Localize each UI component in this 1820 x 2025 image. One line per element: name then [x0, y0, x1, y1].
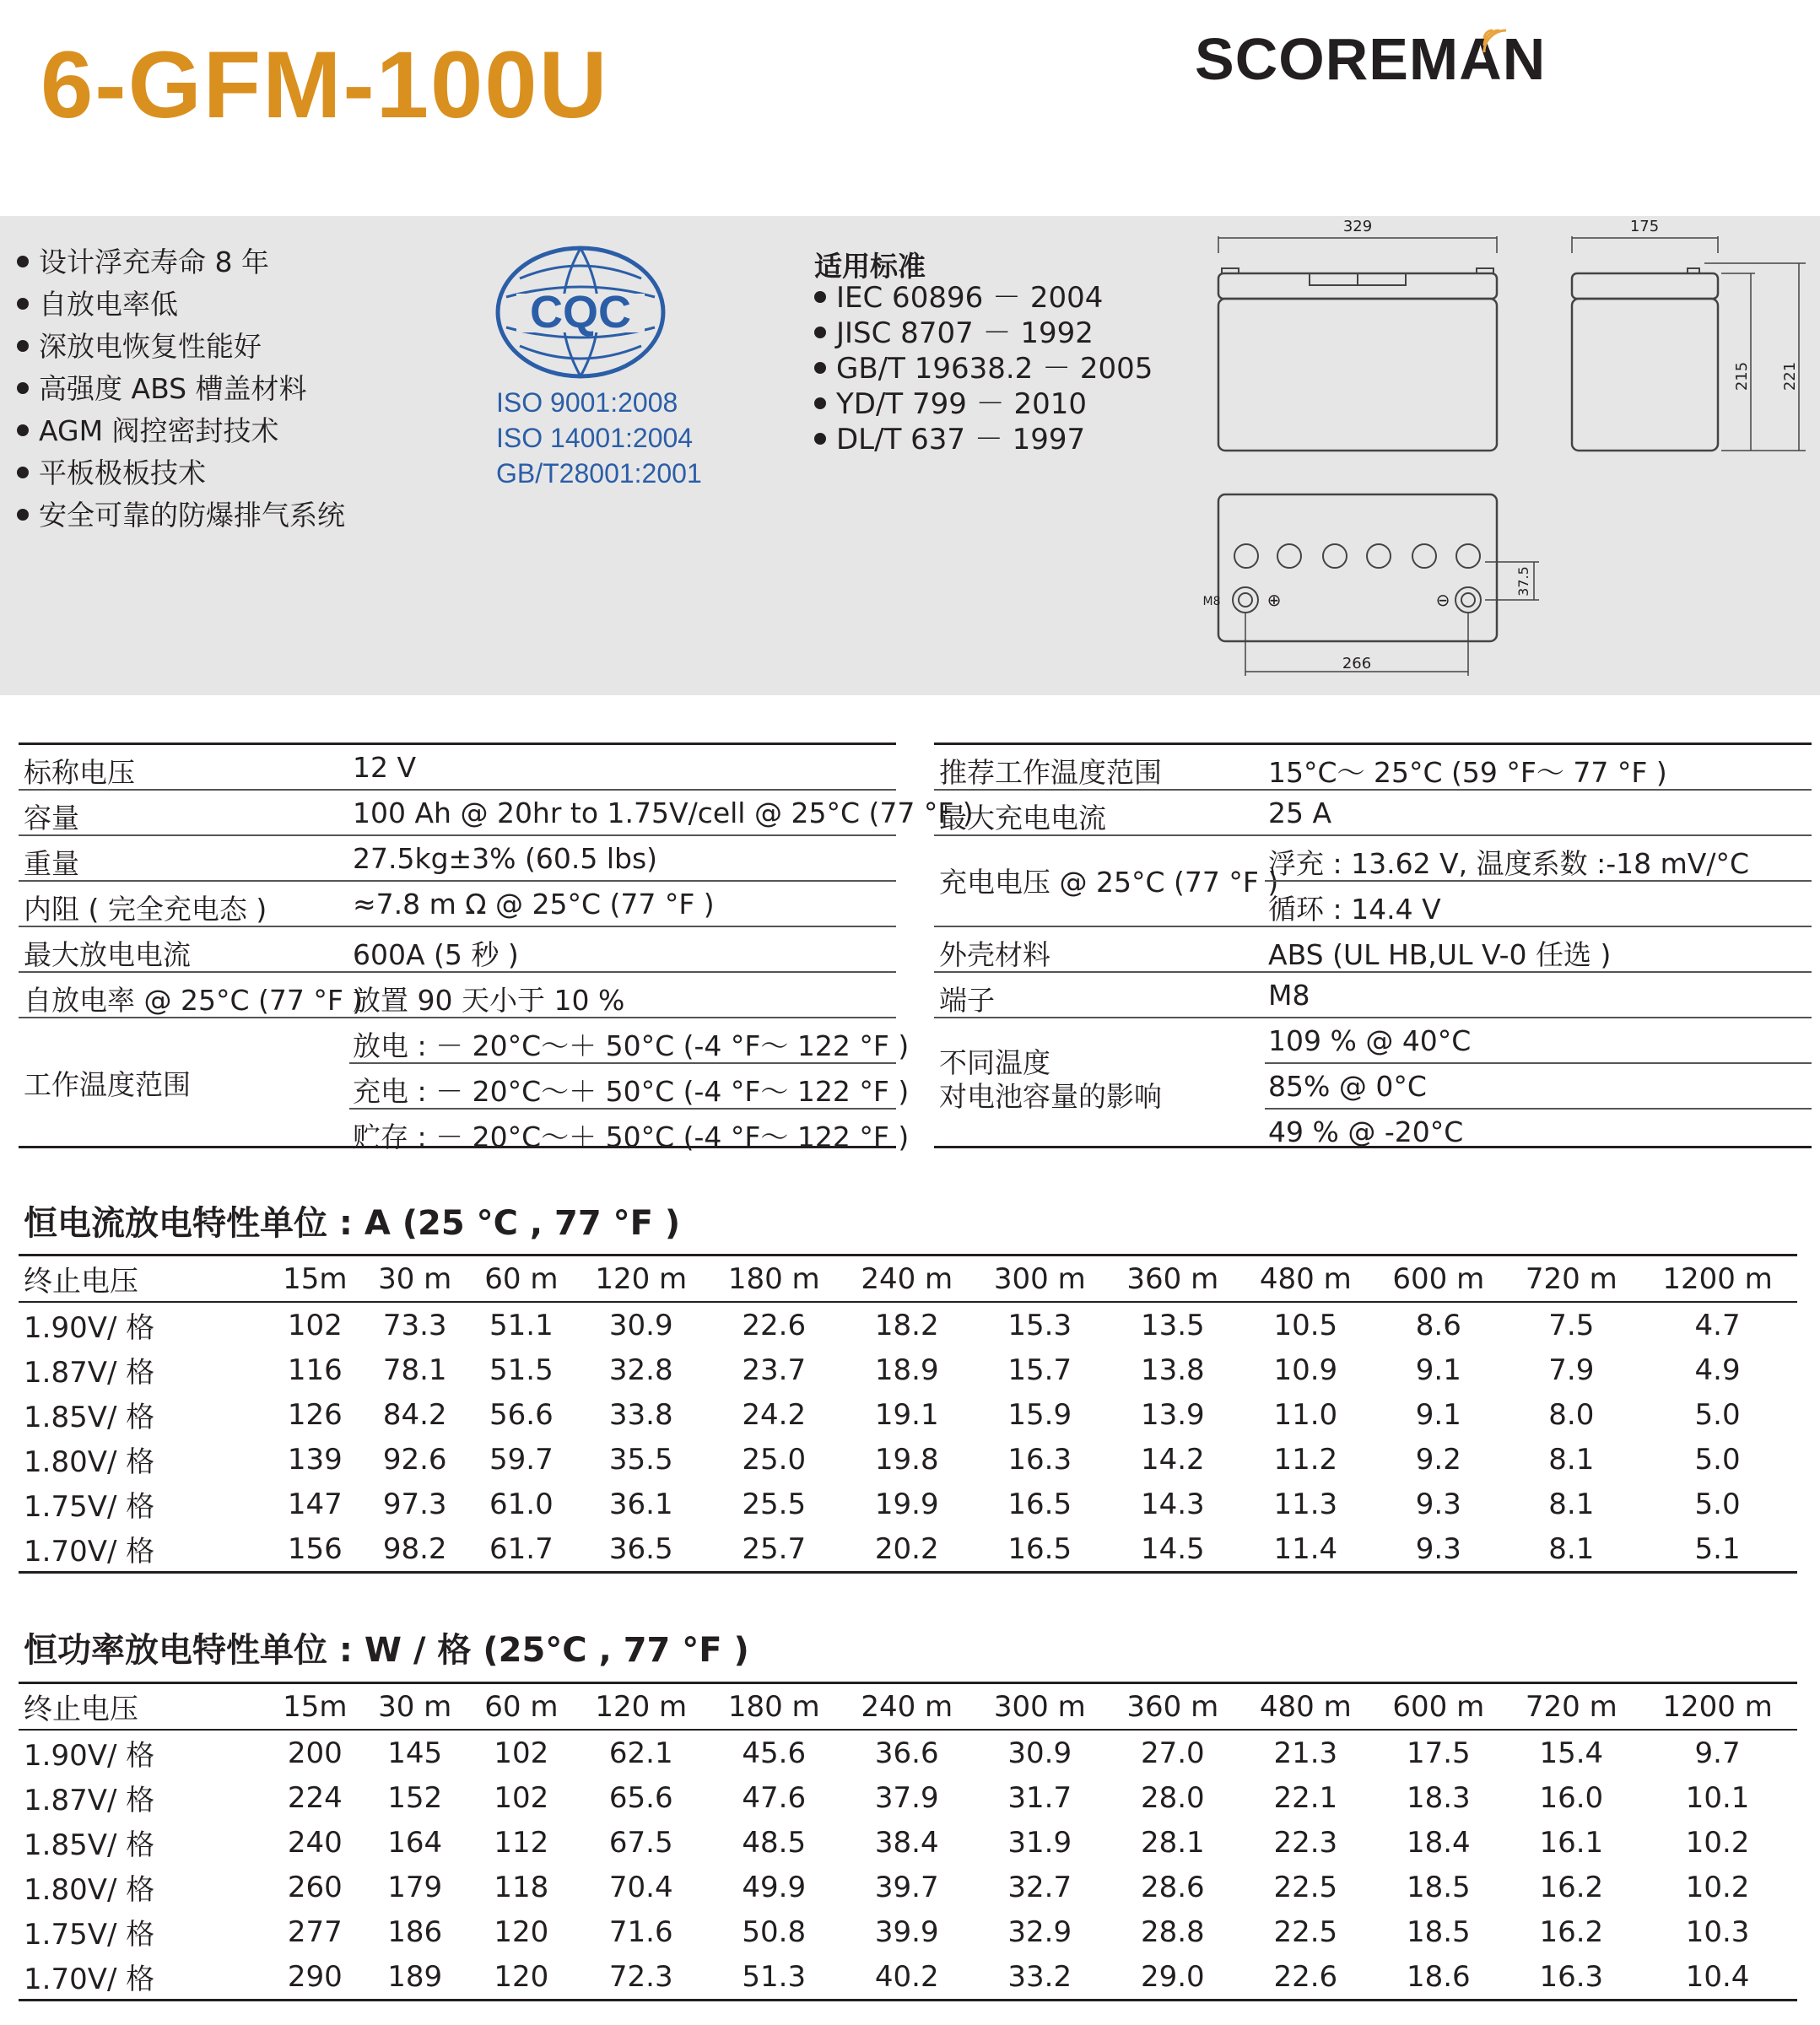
table-cell: 29.0 [1106, 1954, 1239, 2001]
table-cell: 18.4 [1406, 1825, 1471, 1860]
spec-row [1265, 835, 1812, 882]
iso-item: GB/T28001:2001 [496, 458, 702, 489]
table-cell: 11.2 [1273, 1442, 1338, 1477]
table-cell: 48.5 [742, 1825, 807, 1860]
width-dimension-label: 175 [1629, 218, 1660, 235]
table-row [19, 1820, 1797, 1865]
table-cell: 36.6 [874, 1736, 939, 1770]
column-header: 180 m [707, 1683, 840, 1731]
table-cell: 16.1 [1539, 1825, 1604, 1860]
table-cell: 18.5 [1406, 1914, 1471, 1949]
table-cell: 17.5 [1406, 1736, 1471, 1770]
table-cell: 189 [362, 1954, 468, 2001]
table-cell: 15.9 [1007, 1397, 1072, 1432]
table-cell: 21.3 [1273, 1736, 1338, 1770]
column-header: 480 m [1239, 1256, 1373, 1303]
table-cell: 19.8 [874, 1442, 939, 1477]
spec-label: 最大充电电流 [939, 802, 1106, 834]
table-cell: 10.5 [1273, 1308, 1338, 1342]
table-cell: 5.0 [1694, 1397, 1741, 1432]
table-cell: 18.9 [874, 1353, 939, 1387]
table-cell: 50.8 [742, 1914, 807, 1949]
table-cell: 56.6 [489, 1397, 554, 1432]
table-cell: 22.5 [1273, 1914, 1338, 1949]
negative-terminal-icon: ⊖ [1435, 590, 1450, 610]
bullet-icon [814, 433, 826, 445]
table-cell: 18.6 [1372, 1954, 1505, 2001]
end-voltage-cell: 1.80V/ 格 [24, 1445, 155, 1479]
constant-power-title: 恒功率放电特性单位 : W / 格 (25°C , 77 °F ) [24, 1631, 749, 1670]
end-voltage-cell: 1.87V/ 格 [24, 1356, 155, 1390]
table-cell: 14.5 [1106, 1526, 1239, 1573]
spec-row [349, 1018, 910, 1064]
spec-row [1265, 1018, 1812, 1064]
spec-label: 内阻 ( 完全充电态 ) [24, 893, 267, 926]
table-cell: 11.0 [1273, 1397, 1338, 1432]
feature-item: 安全可靠的防爆排气系统 [17, 494, 345, 537]
table-cell: 5.0 [1694, 1487, 1741, 1521]
table-cell: 116 [287, 1353, 343, 1387]
table-header-row [19, 1683, 1797, 1731]
table-cell: 9.1 [1415, 1353, 1461, 1387]
table-cell: 22.6 [742, 1308, 807, 1342]
table-cell: 224 [287, 1780, 343, 1815]
column-header: 300 m [974, 1256, 1107, 1303]
table-cell: 179 [387, 1870, 443, 1904]
table-cell: 36.5 [575, 1526, 708, 1573]
table-cell: 8.0 [1548, 1397, 1595, 1432]
table-cell: 59.7 [489, 1442, 554, 1477]
spec-value: 85% @ 0°C [1268, 1070, 1427, 1103]
table-cell: 51.3 [707, 1954, 840, 2001]
standard-item: DL/T 637 － 1997 [814, 422, 1153, 457]
spec-label: 端子 [939, 984, 995, 1017]
spec-right-bottomline [934, 1146, 1812, 1148]
table-cell: 260 [287, 1870, 343, 1904]
spec-row [19, 790, 974, 836]
table-cell: 16.2 [1539, 1870, 1604, 1904]
standard-item: GB/T 19638.2 － 2005 [814, 351, 1153, 386]
bullet-icon [17, 298, 29, 310]
column-header: 240 m [840, 1683, 974, 1731]
table-cell: 8.1 [1548, 1487, 1595, 1521]
table-cell: 4.9 [1694, 1353, 1741, 1387]
spec-label: 自放电率 @ 25°C (77 °F ) [24, 984, 364, 1017]
table-cell: 51.1 [489, 1308, 554, 1342]
feature-item: AGM 阀控密封技术 [17, 410, 345, 452]
spec-row [19, 972, 896, 1018]
table-cell: 22.5 [1273, 1870, 1338, 1904]
table-cell: 32.9 [1007, 1914, 1072, 1949]
spec-label: 容量 [24, 802, 79, 834]
table-cell: 9.1 [1415, 1397, 1461, 1432]
spec-value: 49 % @ -20°C [1268, 1115, 1464, 1148]
table-cell: 5.0 [1694, 1442, 1741, 1477]
table-cell: 97.3 [382, 1487, 447, 1521]
table-cell: 10.2 [1685, 1870, 1750, 1904]
table-cell: 36.1 [608, 1487, 673, 1521]
table-cell: 15.7 [1007, 1353, 1072, 1387]
bullet-icon [17, 424, 29, 436]
cqc-logo-icon [494, 245, 667, 380]
spec-label: 充电电压 @ 25°C (77 °F ) [939, 866, 1279, 899]
total-height-dimension-label: 221 [1781, 361, 1799, 392]
table-cell: 240 [287, 1825, 343, 1860]
end-voltage-cell: 1.75V/ 格 [24, 1918, 155, 1952]
table-cell: 31.9 [1007, 1825, 1072, 1860]
table-cell: 61.0 [489, 1487, 554, 1521]
bullet-icon [814, 291, 826, 303]
spec-label: 工作温度范围 [24, 1068, 191, 1101]
table-cell: 25.5 [742, 1487, 807, 1521]
table-cell: 78.1 [382, 1353, 447, 1387]
table-cell: 20.2 [840, 1526, 974, 1573]
table-row [19, 1865, 1797, 1909]
standards-list [814, 280, 1153, 457]
table-cell: 9.7 [1694, 1736, 1741, 1770]
table-cell: 7.9 [1548, 1353, 1595, 1387]
column-header: 300 m [974, 1683, 1107, 1731]
table-cell: 38.4 [874, 1825, 939, 1860]
table-cell: 92.6 [382, 1442, 447, 1477]
table-cell: 13.8 [1140, 1353, 1205, 1387]
table-cell: 8.1 [1505, 1526, 1639, 1573]
spec-label: 标称电压 [24, 756, 135, 789]
column-header: 180 m [707, 1256, 840, 1303]
spec-value: ≈7.8 m Ω @ 25°C (77 °F ) [353, 888, 715, 921]
spec-value: 15°C～ 25°C (59 °F～ 77 °F ) [1268, 756, 1667, 789]
column-header: 1200 m [1638, 1256, 1797, 1303]
table-cell: 70.4 [608, 1870, 673, 1904]
spec-value: 27.5kg±3% (60.5 lbs) [353, 842, 658, 875]
table-cell: 47.6 [742, 1780, 807, 1815]
spec-value: 循环 : 14.4 V [1268, 893, 1441, 926]
table-cell: 9.3 [1415, 1487, 1461, 1521]
end-voltage-cell: 1.87V/ 格 [24, 1784, 155, 1817]
height-dimension-label: 215 [1733, 361, 1751, 392]
iso-item: ISO 14001:2004 [496, 423, 694, 453]
iso-certifications [496, 385, 702, 491]
table-cell: 14.3 [1140, 1487, 1205, 1521]
table-cell: 8.6 [1415, 1308, 1461, 1342]
table-cell: 13.5 [1140, 1308, 1205, 1342]
table-cell: 112 [494, 1825, 549, 1860]
feature-item: 深放电恢复性能好 [17, 326, 345, 368]
table-cell: 51.5 [489, 1353, 554, 1387]
table-cell: 5.1 [1638, 1526, 1797, 1573]
feature-item: 设计浮充寿命 8 年 [17, 241, 345, 284]
column-header: 终止电压 [19, 1256, 268, 1303]
table-cell: 28.0 [1140, 1780, 1205, 1815]
table-cell: 61.7 [468, 1526, 575, 1573]
table-row [19, 1347, 1797, 1392]
positive-terminal-icon: ⊕ [1266, 590, 1282, 610]
constant-current-table [19, 1254, 1797, 1574]
cqc-logo-text: CQC [530, 287, 631, 338]
bullet-icon [17, 467, 29, 478]
table-cell: 39.9 [874, 1914, 939, 1949]
table-cell: 23.7 [742, 1353, 807, 1387]
standard-item: IEC 60896 － 2004 [814, 280, 1153, 316]
bullet-icon [17, 382, 29, 394]
table-cell: 67.5 [608, 1825, 673, 1860]
spec-value: 放置 90 天小于 10 % [353, 984, 625, 1017]
spec-label: 最大放电电流 [24, 938, 191, 971]
table-cell: 200 [287, 1736, 343, 1770]
table-cell: 277 [287, 1914, 343, 1949]
table-cell: 24.2 [742, 1397, 807, 1432]
side-view [1572, 218, 1806, 451]
spec-row [1265, 1063, 1812, 1110]
table-cell: 16.5 [974, 1526, 1107, 1573]
table-cell: 10.4 [1638, 1954, 1797, 2001]
column-header: 720 m [1505, 1256, 1639, 1303]
spec-value: M8 [1268, 979, 1310, 1012]
constant-power-table [19, 1682, 1797, 2001]
wifi-icon [1481, 27, 1509, 56]
table-cell: 28.1 [1140, 1825, 1205, 1860]
end-voltage-cell: 1.85V/ 格 [24, 1828, 155, 1862]
terminal-label: M8 [1202, 595, 1221, 608]
spec-value: 贮存 : － 20°C～＋ 50°C (-4 °F～ 122 °F ) [353, 1120, 910, 1153]
standard-item: YD/T 799 － 2010 [814, 386, 1153, 422]
table-cell: 11.4 [1239, 1526, 1373, 1573]
table-cell: 290 [268, 1954, 362, 2001]
table-cell: 145 [387, 1736, 443, 1770]
table-cell: 16.5 [1007, 1487, 1072, 1521]
spec-row [349, 1063, 910, 1110]
table-cell: 102 [494, 1780, 549, 1815]
model-title: 6-GFM-100U [41, 32, 609, 138]
column-header: 60 m [468, 1683, 575, 1731]
table-cell: 18.2 [874, 1308, 939, 1342]
column-header: 15m [268, 1683, 362, 1731]
table-cell: 19.1 [874, 1397, 939, 1432]
table-cell: 39.7 [874, 1870, 939, 1904]
spec-label: 不同温度 对电池容量的影响 [939, 1046, 1162, 1113]
constant-power-body [19, 1730, 1797, 2001]
table-header-row [19, 1256, 1797, 1303]
iso-item: ISO 9001:2008 [496, 387, 678, 418]
table-cell: 28.6 [1140, 1870, 1205, 1904]
column-header: 600 m [1372, 1256, 1505, 1303]
table-cell: 164 [387, 1825, 443, 1860]
table-cell: 37.9 [874, 1780, 939, 1815]
table-row [19, 1775, 1797, 1820]
standards-title: 适用标准 [814, 250, 926, 283]
end-voltage-cell: 1.75V/ 格 [24, 1490, 155, 1524]
table-cell: 19.9 [874, 1487, 939, 1521]
table-cell: 16.0 [1539, 1780, 1604, 1815]
column-header: 1200 m [1638, 1683, 1797, 1731]
table-cell: 73.3 [382, 1308, 447, 1342]
table-row [19, 1437, 1797, 1482]
table-cell: 30.9 [1007, 1736, 1072, 1770]
bullet-icon [17, 509, 29, 521]
column-header: 120 m [575, 1256, 708, 1303]
table-cell: 102 [287, 1308, 343, 1342]
table-cell: 11.3 [1273, 1487, 1338, 1521]
end-voltage-cell: 1.80V/ 格 [24, 1873, 155, 1907]
spec-value: 充电 : － 20°C～＋ 50°C (-4 °F～ 122 °F ) [353, 1075, 910, 1108]
table-cell: 22.1 [1273, 1780, 1338, 1815]
table-cell: 25.0 [742, 1442, 807, 1477]
spec-row [934, 972, 1812, 1018]
column-header: 30 m [362, 1683, 468, 1731]
table-cell: 31.7 [1007, 1780, 1072, 1815]
spec-value: 25 A [1268, 796, 1332, 829]
table-cell: 10.2 [1685, 1825, 1750, 1860]
table-cell: 22.3 [1273, 1825, 1338, 1860]
front-view [1218, 218, 1497, 451]
table-cell: 15.4 [1539, 1736, 1604, 1770]
column-header: 15m [268, 1256, 362, 1303]
table-cell: 8.1 [1548, 1442, 1595, 1477]
column-header: 终止电压 [19, 1683, 268, 1731]
column-header: 600 m [1372, 1683, 1505, 1731]
table-cell: 45.6 [742, 1736, 807, 1770]
feature-list [17, 241, 345, 537]
bullet-icon [814, 397, 826, 409]
end-voltage-cell: 1.90V/ 格 [24, 1739, 155, 1773]
table-cell: 156 [268, 1526, 362, 1573]
table-cell: 32.8 [608, 1353, 673, 1387]
table-row [19, 1526, 1797, 1573]
spec-label: 推荐工作温度范围 [939, 756, 1162, 789]
spec-label: 外壳材料 [939, 938, 1050, 971]
column-header: 360 m [1106, 1683, 1239, 1731]
table-cell: 32.7 [1007, 1870, 1072, 1904]
constant-current-title: 恒电流放电特性单位 : A (25 °C , 77 °F ) [24, 1204, 681, 1243]
table-cell: 27.0 [1140, 1736, 1205, 1770]
table-cell: 10.1 [1685, 1780, 1750, 1815]
column-header: 120 m [575, 1683, 708, 1731]
spec-row [934, 790, 1812, 836]
table-cell: 13.9 [1140, 1397, 1205, 1432]
table-cell: 16.2 [1539, 1914, 1604, 1949]
length-dimension-label: 329 [1342, 218, 1373, 235]
spec-value: ABS (UL HB,UL V-0 任选 ) [1268, 938, 1612, 971]
table-row [19, 1392, 1797, 1437]
table-cell: 118 [494, 1870, 549, 1904]
table-cell: 7.5 [1548, 1308, 1595, 1342]
table-cell: 40.2 [840, 1954, 974, 2001]
spec-row [19, 835, 896, 882]
spec-value: 100 Ah @ 20hr to 1.75V/cell @ 25°C (77 °F ) [353, 796, 974, 829]
spec-value: 浮充 : 13.62 V, 温度系数 :-18 mV/°C [1268, 847, 1749, 880]
table-cell: 35.5 [608, 1442, 673, 1477]
bullet-icon [17, 340, 29, 352]
table-cell: 71.6 [608, 1914, 673, 1949]
table-cell: 10.3 [1685, 1914, 1750, 1949]
table-row [19, 1954, 1797, 2001]
table-cell: 16.3 [1505, 1954, 1639, 2001]
spec-row [19, 881, 896, 927]
table-cell: 18.5 [1406, 1870, 1471, 1904]
brand-logo: SCOREMAN [1195, 26, 1547, 92]
table-cell: 9.3 [1372, 1526, 1505, 1573]
table-cell: 147 [287, 1487, 343, 1521]
table-cell: 120 [468, 1954, 575, 2001]
table-cell: 126 [287, 1397, 343, 1432]
spec-value: 12 V [353, 751, 417, 784]
column-header: 240 m [840, 1256, 974, 1303]
table-cell: 152 [387, 1780, 443, 1815]
spec-row [934, 926, 1812, 973]
end-voltage-cell: 1.85V/ 格 [24, 1401, 155, 1434]
spec-value: 放电 : － 20°C～＋ 50°C (-4 °F～ 122 °F ) [353, 1029, 910, 1062]
feature-item: 高强度 ABS 槽盖材料 [17, 368, 345, 410]
table-row [19, 1482, 1797, 1526]
column-header: 480 m [1239, 1683, 1373, 1731]
table-cell: 15.3 [1007, 1308, 1072, 1342]
table-cell: 9.2 [1415, 1442, 1461, 1477]
terminal-pitch-label: 266 [1342, 655, 1372, 672]
constant-current-body [19, 1302, 1797, 1573]
end-voltage-cell: 1.70V/ 格 [19, 1954, 268, 2001]
table-cell: 186 [387, 1914, 443, 1949]
feature-item: 平板极板技术 [17, 452, 345, 494]
table-cell: 14.2 [1140, 1442, 1205, 1477]
spec-left-bottomline [19, 1146, 896, 1148]
table-cell: 18.3 [1406, 1780, 1471, 1815]
column-header: 60 m [468, 1256, 575, 1303]
top-view [1203, 494, 1540, 676]
table-cell: 22.6 [1239, 1954, 1373, 2001]
table-cell: 72.3 [575, 1954, 708, 2001]
table-cell: 84.2 [382, 1397, 447, 1432]
spec-label: 重量 [24, 847, 79, 880]
bullet-icon [814, 327, 826, 338]
table-cell: 10.9 [1273, 1353, 1338, 1387]
table-row [19, 1302, 1797, 1347]
table-cell: 139 [287, 1442, 343, 1477]
table-row [19, 1909, 1797, 1954]
spec-row [19, 926, 896, 973]
bullet-icon [17, 256, 29, 267]
bullet-icon [814, 362, 826, 374]
standard-item: JISC 8707 － 1992 [814, 316, 1153, 351]
end-voltage-cell: 1.90V/ 格 [24, 1311, 155, 1345]
column-header: 30 m [362, 1256, 468, 1303]
table-cell: 49.9 [742, 1870, 807, 1904]
table-cell: 120 [494, 1914, 549, 1949]
column-header: 360 m [1106, 1256, 1239, 1303]
table-cell: 25.7 [707, 1526, 840, 1573]
feature-item: 自放电率低 [17, 284, 345, 326]
table-cell: 62.1 [608, 1736, 673, 1770]
battery-dimension-drawing [1198, 216, 1820, 695]
table-cell: 4.7 [1694, 1308, 1741, 1342]
column-header: 720 m [1505, 1683, 1639, 1731]
spec-value: 600A (5 秒 ) [353, 938, 519, 971]
table-cell: 30.9 [608, 1308, 673, 1342]
table-cell: 33.8 [608, 1397, 673, 1432]
table-cell: 98.2 [362, 1526, 468, 1573]
table-cell: 102 [494, 1736, 549, 1770]
table-cell: 65.6 [608, 1780, 673, 1815]
spec-value: 109 % @ 40°C [1268, 1024, 1472, 1057]
terminal-offset-label: 37.5 [1515, 566, 1531, 597]
table-row [19, 1730, 1797, 1775]
spec-row [934, 744, 1812, 791]
table-cell: 16.3 [1007, 1442, 1072, 1477]
table-cell: 33.2 [974, 1954, 1107, 2001]
end-voltage-cell: 1.70V/ 格 [19, 1526, 268, 1573]
spec-row [19, 744, 896, 791]
table-cell: 28.8 [1140, 1914, 1205, 1949]
